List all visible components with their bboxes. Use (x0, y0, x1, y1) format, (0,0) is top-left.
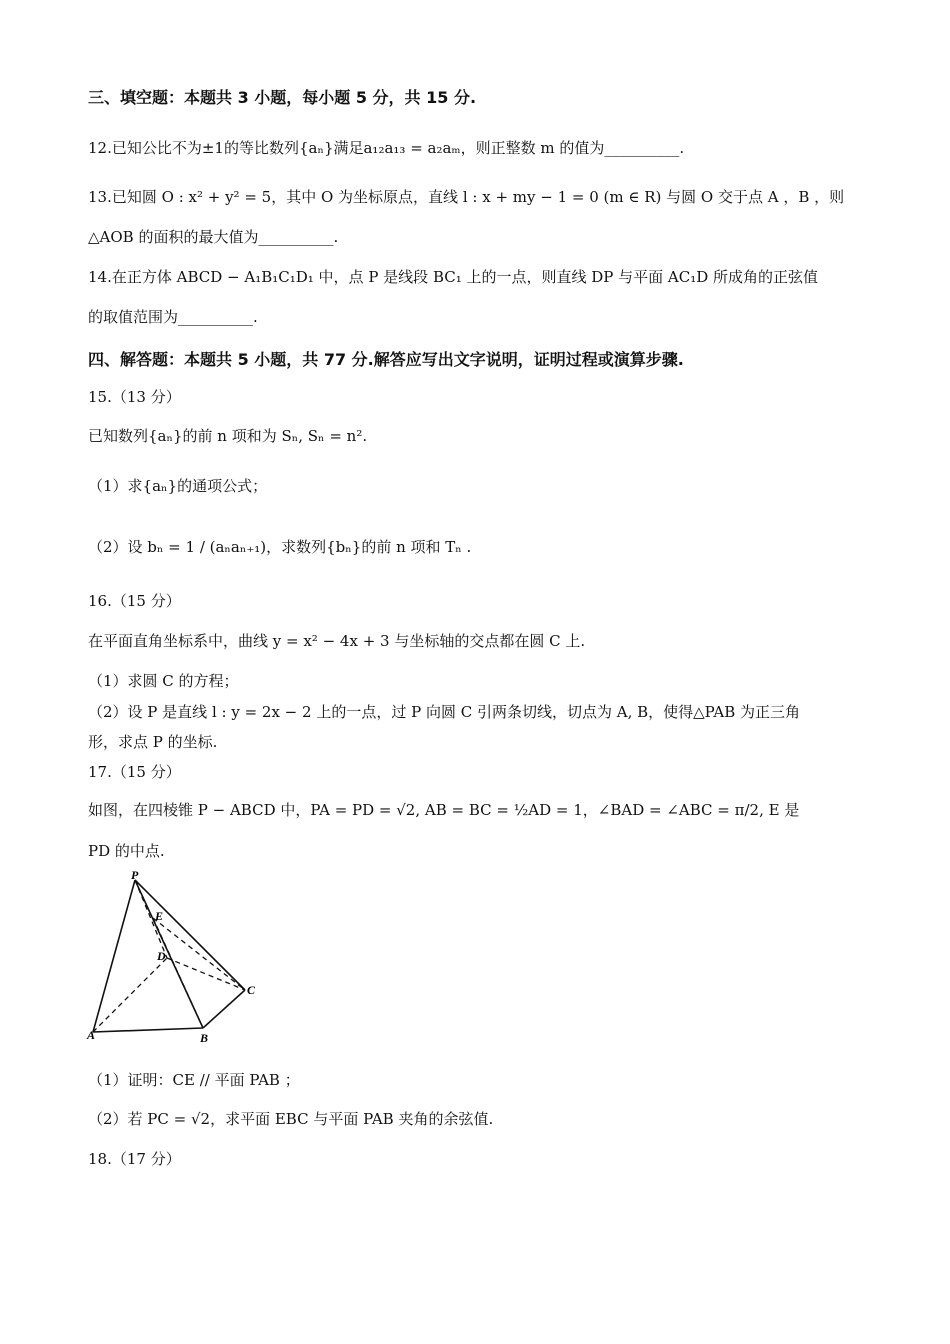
edge-PA (93, 880, 135, 1032)
question-15-part1: （1）求{aₙ}的通项公式； (88, 477, 268, 495)
edge-BC (203, 990, 245, 1028)
pyramid-figure (85, 868, 265, 1048)
question-13-line1: 13.已知圆 O : x² + y² = 5，其中 O 为坐标原点，直线 l : x + my − 1 = 0 (m ∈ R) 与圆 O 交于点 A ，B ，则 (88, 188, 845, 206)
label-B: B (200, 1031, 209, 1045)
question-15-header: 15.（13 分） (88, 388, 181, 406)
question-17-header: 17.（15 分） (88, 763, 181, 781)
question-15-part2: （2）设 bₙ = 1 / (aₙaₙ₊₁)，求数列{bₙ}的前 n 项和 Tₙ . (88, 538, 472, 556)
question-16-stem: 在平面直角坐标系中，曲线 y = x² − 4x + 3 与坐标轴的交点都在圆 C 上. (88, 632, 586, 650)
label-D: D (157, 949, 166, 963)
edge-AD (93, 958, 167, 1032)
question-16-part1: （1）求圆 C 的方程； (88, 672, 239, 690)
question-17-part1: （1）证明：CE // 平面 PAB ； (88, 1071, 300, 1089)
label-A: A (87, 1028, 96, 1042)
question-14-line2: 的取值范围为__________. (88, 308, 258, 326)
edge-AB (93, 1028, 203, 1032)
question-12: 12.已知公比不为±1的等比数列{aₙ}满足a₁₂a₁₃ = a₂aₘ，则正整数 m 的值为__________. (88, 139, 685, 157)
question-17-stem-line2: PD 的中点. (88, 842, 165, 860)
label-E: E (155, 909, 164, 923)
question-14-line1: 14.在正方体 ABCD − A₁B₁C₁D₁ 中，点 P 是线段 BC₁ 上的一点，则直线 DP 与平面 AC₁D 所成角的正弦值 (88, 268, 819, 286)
segment-EC (153, 918, 245, 990)
label-P: P (131, 868, 139, 882)
label-C: C (247, 983, 256, 997)
question-13-line2: △AOB 的面积的最大值为__________. (88, 228, 339, 246)
question-17-stem-line1: 如图，在四棱锥 P − ABCD 中，PA = PD = √2, AB = BC = ½AD = 1，∠BAD = ∠ABC = π/2, E 是 (88, 801, 800, 819)
question-15-stem: 已知数列{aₙ}的前 n 项和为 Sₙ, Sₙ = n². (88, 427, 368, 445)
question-17-part2: （2）若 PC = √2，求平面 EBC 与平面 PAB 夹角的余弦值. (88, 1110, 494, 1128)
question-16-part2-line2: 形，求点 P 的坐标. (88, 733, 218, 751)
section-3-title: 三、填空题：本题共 3 小题，每小题 5 分，共 15 分. (88, 88, 477, 107)
question-16-part2-line1: （2）设 P 是直线 l : y = 2x − 2 上的一点，过 P 向圆 C 引两条切线，切点为 A, B，使得△PAB 为正三角 (88, 703, 801, 721)
question-16-header: 16.（15 分） (88, 592, 181, 610)
question-18-header: 18.（17 分） (88, 1150, 181, 1168)
section-4-title: 四、解答题：本题共 5 小题，共 77 分.解答应写出文字说明，证明过程或演算步骤. (88, 350, 684, 369)
